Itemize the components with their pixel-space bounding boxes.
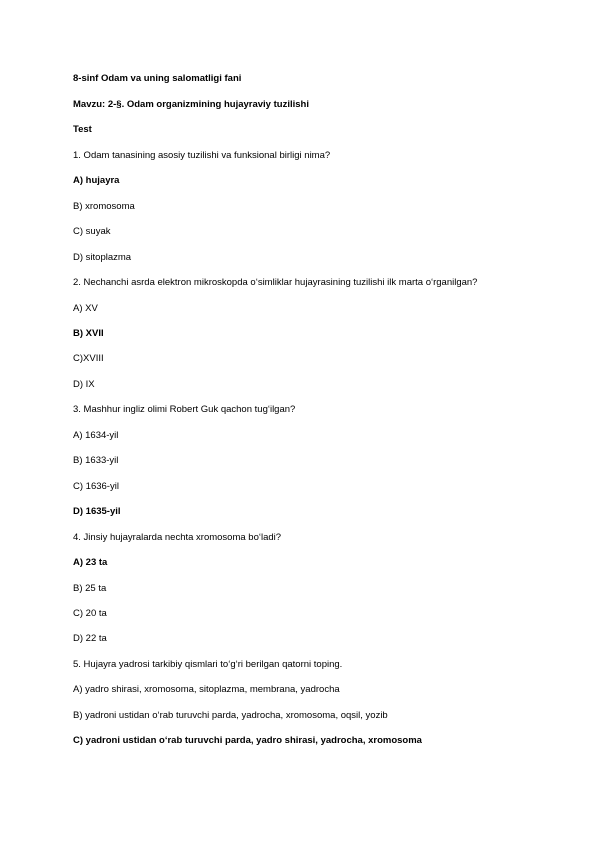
question-1-text: 1. Odam tanasining asosiy tuzilishi va funksional birligi nima? <box>73 150 331 161</box>
question-1-option-c: C) suyak <box>73 226 111 237</box>
question-5-option-a: A) yadro shirasi, xromosoma, sitoplazma, membrana, yadrocha <box>73 684 340 695</box>
question-3-text: 3. Mashhur ingliz olimi Robert Guk qachon tug‘ilgan? <box>73 404 296 415</box>
question-2-option-d: D) IX <box>73 379 95 390</box>
question-1-option-b: B) xromosoma <box>73 201 135 212</box>
question-2-option-b: B) XVII <box>73 328 104 339</box>
question-1-option-a: A) hujayra <box>73 175 120 186</box>
question-5-option-b: B) yadroni ustidan o‘rab turuvchi parda, yadrocha, xromosoma, oqsil, yozib <box>73 710 388 721</box>
test-heading: Test <box>73 124 92 135</box>
question-4-option-a: A) 23 ta <box>73 557 108 568</box>
question-2-option-a: A) XV <box>73 303 98 314</box>
question-4-option-b: B) 25 ta <box>73 583 107 594</box>
question-4-option-c: C) 20 ta <box>73 608 107 619</box>
question-3-option-c: C) 1636-yil <box>73 481 119 492</box>
question-1-option-d: D) sitoplazma <box>73 252 132 263</box>
document-title: 8-sinf Odam va uning salomatligi fani <box>73 73 242 84</box>
question-4-option-d: D) 22 ta <box>73 633 107 644</box>
question-5-option-c: C) yadroni ustidan o‘rab turuvchi parda, yadro shirasi, yadrocha, xromosoma <box>73 735 422 746</box>
question-3-option-a: A) 1634-yil <box>73 430 119 441</box>
question-2-text: 2. Nechanchi asrda elektron mikroskopda o‘simliklar hujayrasining tuzilishi ilk marta o‘rganilgan? <box>73 277 478 288</box>
topic-heading: Mavzu: 2-§. Odam organizmining hujayraviy tuzilishi <box>73 99 309 110</box>
question-3-option-b: B) 1633-yil <box>73 455 119 466</box>
question-3-option-d: D) 1635-yil <box>73 506 121 517</box>
question-5-text: 5. Hujayra yadrosi tarkibiy qismlari to‘g‘ri berilgan qatorni toping. <box>73 659 343 670</box>
question-2-option-c: C)XVIII <box>73 353 104 364</box>
question-4-text: 4. Jinsiy hujayralarda nechta xromosoma bo‘ladi? <box>73 532 282 543</box>
